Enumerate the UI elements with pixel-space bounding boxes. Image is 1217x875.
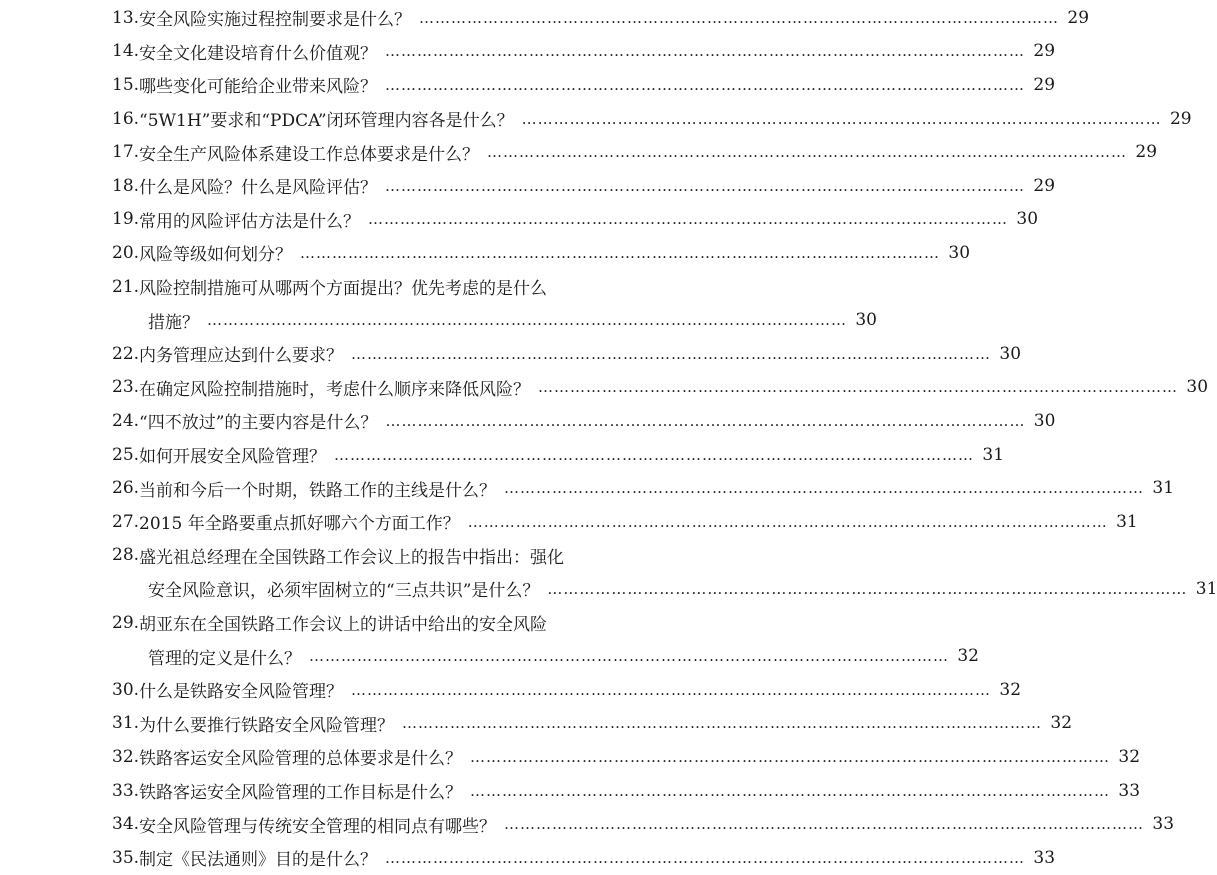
toc-leader-dots: ………………………………………………………………………………………………………… — [504, 479, 1145, 498]
toc-entry-line — [112, 1, 1090, 35]
toc-entry-number: 26. — [112, 478, 140, 499]
toc-leader-dots: ………………………………………………………………………………………………………… — [504, 815, 1145, 834]
toc-entry-line — [112, 438, 1005, 472]
toc-entry-title: 内务管理应达到什么要求？ — [139, 346, 344, 367]
toc-entry-title: 安全生产风险体系建设工作总体要求是什么？ — [139, 144, 480, 165]
toc-entry-number: 15. — [112, 74, 140, 95]
toc-page-number: 32 — [999, 679, 1022, 700]
toc-page-number: 30 — [1033, 410, 1056, 431]
toc-entry-title: 胡亚东在全国铁路工作会议上的讲话中给出的安全风险 — [139, 615, 548, 636]
toc-entry-title: “四不放过”的主要内容是什么？ — [139, 413, 378, 434]
toc-page-number: 32 — [957, 646, 979, 667]
toc-entry-line — [112, 673, 1022, 707]
toc-entry-line — [112, 35, 1056, 69]
toc-leader-dots: ………………………………………………………………………………………………………… — [385, 848, 1026, 867]
toc-entry-title: 2015 年全路要重点抓好哪六个方面工作？ — [139, 514, 460, 535]
toc-entry-line — [112, 270, 712, 304]
toc-leader-dots: ………………………………………………………………………………………………………… — [385, 75, 1026, 94]
toc-entry-number: 27. — [112, 511, 140, 532]
toc-entry-number: 17. — [112, 142, 140, 163]
toc-page-number: 30 — [999, 343, 1022, 364]
toc-page-number: 30 — [1016, 209, 1039, 230]
toc-page-number: 32 — [1118, 746, 1141, 767]
toc-entry-line — [148, 639, 979, 673]
toc-entry-title: 安全风险管理与传统安全管理的相同点有哪些？ — [139, 816, 497, 837]
toc-entry-line — [112, 740, 1141, 774]
toc-entry-title: 风险等级如何划分？ — [139, 245, 293, 266]
toc-page-number: 33 — [1152, 814, 1175, 835]
toc-entry-title: 风险控制措施可从哪两个方面提出？优先考虑的是什么 — [139, 279, 548, 300]
toc-leader-dots: ………………………………………………………………………………………………………… — [385, 176, 1026, 195]
toc-leader-dots: ………………………………………………………………………………………………………… — [385, 411, 1026, 430]
toc-entry-number: 31. — [112, 713, 140, 734]
toc-entry-line — [112, 102, 1192, 136]
toc-entry-number: 32. — [112, 746, 140, 767]
toc-entry-title: 铁路客运安全风险管理的总体要求是什么？ — [139, 749, 463, 770]
toc-entry-number: 13. — [112, 7, 140, 28]
toc-page-number: 30 — [855, 310, 877, 331]
toc-entry-line — [112, 404, 1056, 438]
toc-entry-number: 18. — [112, 175, 140, 196]
toc-entry-number: 30. — [112, 679, 140, 700]
toc-entry-line — [148, 572, 1217, 606]
toc-entry-title: “5W1H”要求和“PDCA”闭环管理内容各是什么？ — [139, 111, 514, 132]
toc-entry-line — [112, 774, 1141, 808]
toc-entry-number: 34. — [112, 814, 140, 835]
toc-leader-dots: ………………………………………………………………………………………………………… — [470, 781, 1111, 800]
toc-entry-line — [112, 606, 712, 640]
toc-entry-title: 为什么要推行铁路安全风险管理？ — [139, 715, 395, 736]
toc-page-number: 29 — [1135, 142, 1158, 163]
toc-entry-number: 22. — [112, 343, 140, 364]
toc-entry-number: 14. — [112, 41, 140, 62]
toc-entry-line — [148, 303, 877, 337]
toc-entry-title: 管理的定义是什么？ — [148, 648, 301, 669]
toc-entry-line — [112, 807, 1175, 841]
toc-entry-line — [112, 539, 712, 573]
toc-leader-dots: ………………………………………………………………………………………………………… — [538, 378, 1179, 397]
toc-leader-dots: ………………………………………………………………………………………………………… — [351, 344, 992, 363]
toc-leader-dots: ………………………………………………………………………………………………………… — [470, 747, 1111, 766]
toc-entry-line — [112, 203, 1039, 237]
toc-leader-dots: ………………………………………………………………………………………………………… — [334, 445, 975, 464]
toc-entry-line — [112, 68, 1056, 102]
toc-leader-dots: ………………………………………………………………………………………………………… — [300, 243, 941, 262]
toc-entry-number: 20. — [112, 242, 140, 263]
toc-entry-title: 哪些变化可能给企业带来风险？ — [139, 77, 378, 98]
toc-entry-title: 在确定风险控制措施时，考虑什么顺序来降低风险？ — [139, 379, 531, 400]
toc-page-number: 31 — [982, 444, 1005, 465]
toc-entry-title: 安全风险实施过程控制要求是什么？ — [139, 10, 412, 31]
toc-entry-line — [112, 505, 1138, 539]
toc-page-number: 32 — [1050, 713, 1073, 734]
toc-entry-title: 铁路客运安全风险管理的工作目标是什么？ — [139, 783, 463, 804]
toc-entry-number: 21. — [112, 276, 140, 297]
toc-entry-title: 盛光祖总经理在全国铁路工作会议上的报告中指出：强化 — [139, 547, 565, 568]
toc-entry-title: 常用的风险评估方法是什么？ — [139, 211, 361, 232]
toc-entry-title: 当前和今后一个时期，铁路工作的主线是什么？ — [139, 480, 497, 501]
toc-leader-dots: ………………………………………………………………………………………………………… — [368, 210, 1009, 229]
toc-entry-title: 如何开展安全风险管理？ — [139, 447, 327, 468]
toc-entry-title: 安全文化建设培育什么价值观？ — [139, 43, 378, 64]
toc-leader-dots: ………………………………………………………………………………………………………… — [419, 8, 1060, 27]
toc-page-number: 29 — [1033, 41, 1056, 62]
toc-entry-number: 25. — [112, 444, 140, 465]
toc-entry-line — [112, 371, 1209, 405]
toc-entry-title: 什么是铁路安全风险管理？ — [139, 682, 344, 703]
toc-page-number: 29 — [1033, 175, 1056, 196]
toc-leader-dots: ………………………………………………………………………………………………………… — [207, 311, 847, 330]
toc-leader-dots: ………………………………………………………………………………………………………… — [385, 42, 1026, 61]
toc-leader-dots: ………………………………………………………………………………………………………… — [467, 512, 1108, 531]
toc-page-number: 30 — [1186, 377, 1209, 398]
toc-page-number: 33 — [1118, 780, 1141, 801]
toc-entry-line — [112, 337, 1022, 371]
toc-page-number: 29 — [1033, 74, 1056, 95]
toc-entry-number: 24. — [112, 410, 140, 431]
toc-leader-dots: ………………………………………………………………………………………………………… — [487, 143, 1128, 162]
toc-entry-number: 33. — [112, 780, 140, 801]
toc-entry-line — [112, 135, 1158, 169]
toc-leader-dots: ………………………………………………………………………………………………………… — [309, 647, 949, 666]
toc-entry-number: 23. — [112, 377, 140, 398]
toc-leader-dots: ………………………………………………………………………………………………………… — [402, 714, 1043, 733]
toc-leader-dots: ………………………………………………………………………………………………………… — [521, 109, 1162, 128]
toc-entry-number: 28. — [112, 545, 140, 566]
toc-entry-line — [112, 169, 1056, 203]
toc-page-number: 31 — [1116, 511, 1138, 532]
toc-leader-dots: ………………………………………………………………………………………………………… — [547, 579, 1188, 598]
toc-page-number: 31 — [1195, 578, 1217, 599]
toc-entry-title: 安全风险意识，必须牢固树立的“三点共识”是什么？ — [148, 581, 540, 602]
toc-page-number: 33 — [1033, 847, 1056, 868]
toc-entry-number: 16. — [112, 108, 140, 129]
toc-entry-number: 35. — [112, 847, 140, 868]
toc-entry-number: 19. — [112, 209, 140, 230]
toc-page-number: 29 — [1067, 7, 1090, 28]
toc-entry-number: 29. — [112, 612, 140, 633]
toc-entry-title: 措施？ — [148, 312, 199, 333]
toc-page-number: 30 — [948, 242, 971, 263]
toc-page-number: 29 — [1169, 108, 1192, 129]
toc-page-number: 31 — [1152, 478, 1175, 499]
toc-entry-line — [112, 471, 1175, 505]
toc-entry-title: 制定《民法通则》目的是什么？ — [139, 850, 378, 871]
toc-entry-line — [112, 707, 1073, 741]
toc-entry-line — [112, 841, 1056, 875]
toc-leader-dots: ………………………………………………………………………………………………………… — [351, 680, 992, 699]
toc-entry-title: 什么是风险？什么是风险评估？ — [139, 178, 378, 199]
toc-entry-line — [112, 236, 971, 270]
